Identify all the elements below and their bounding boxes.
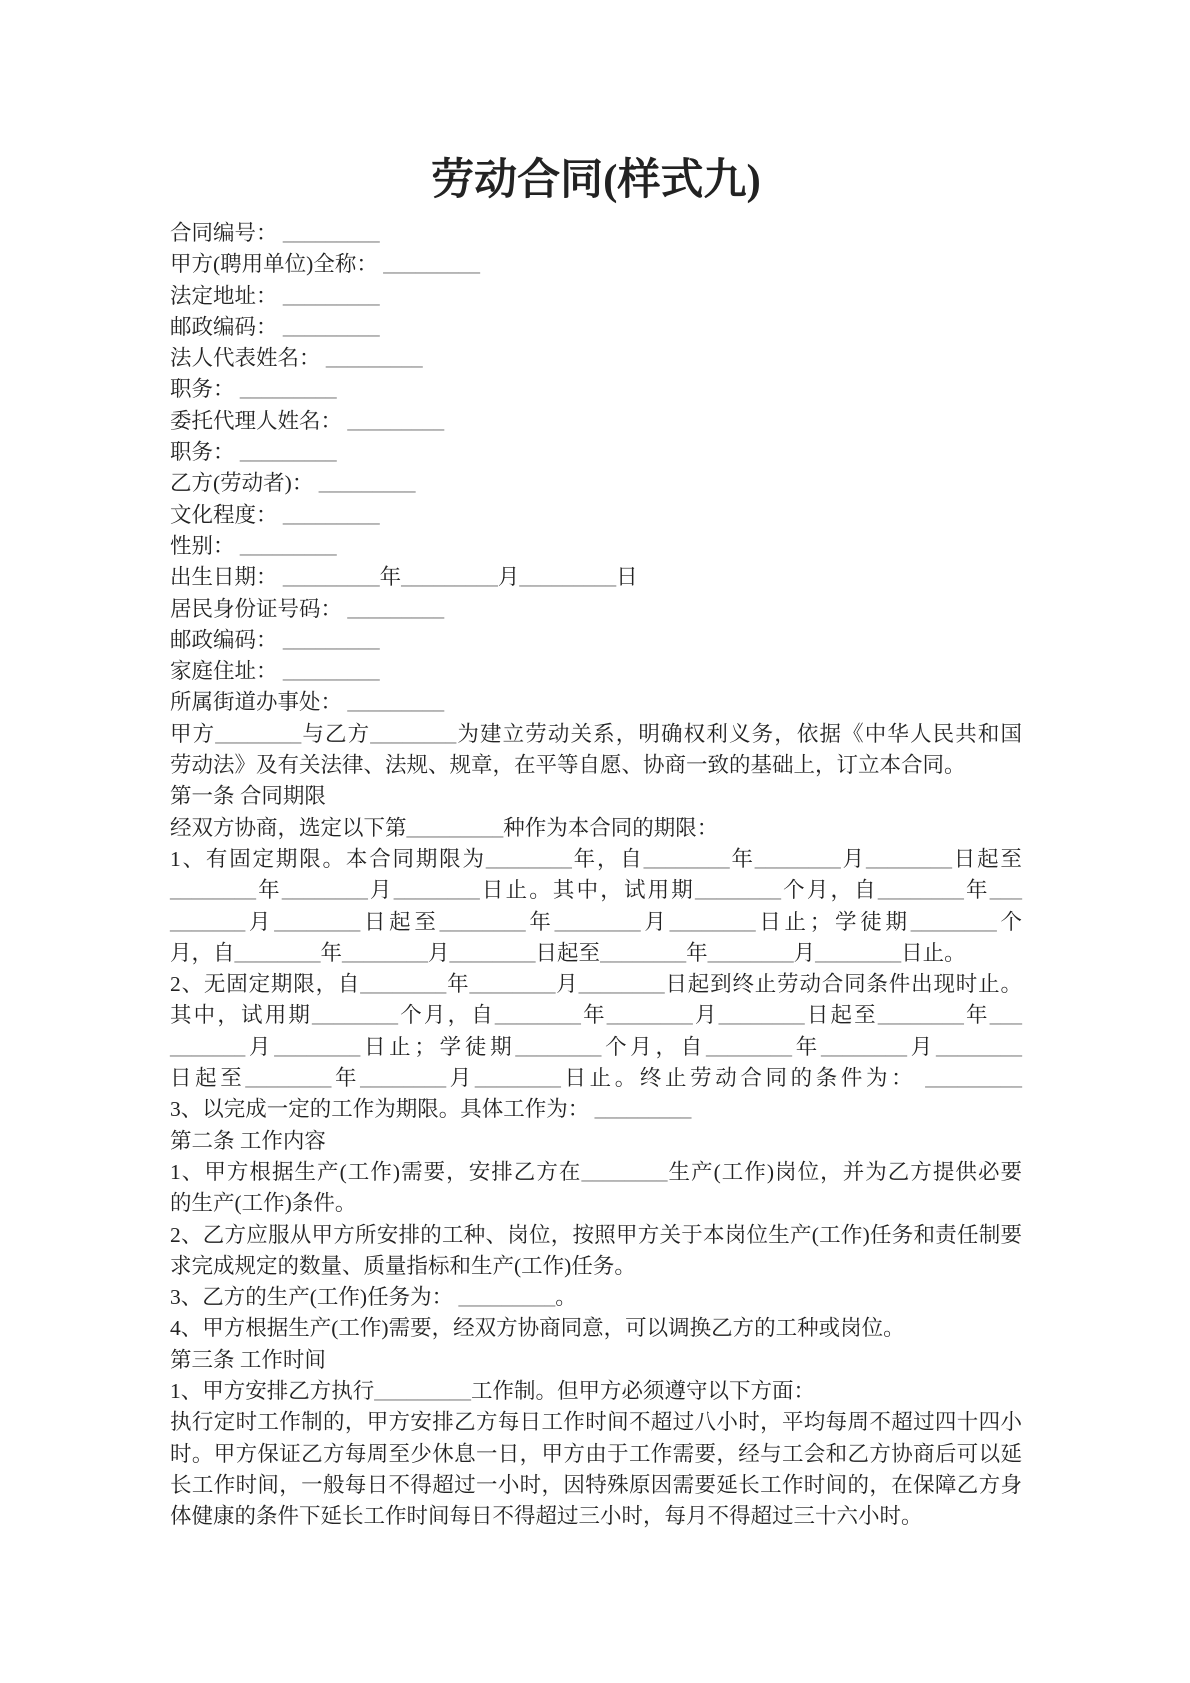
- document-line: 家庭住址： _________: [170, 659, 380, 684]
- blank-field: _________: [282, 565, 380, 590]
- blank-field: ________: [935, 1034, 1022, 1059]
- document-line: 月，自________年________月________日起至________年________月________日止。: [170, 940, 966, 965]
- document-title: 劳动合同(样式九): [431, 157, 761, 204]
- document-line: 时。甲方保证乙方每周至少休息一日，甲方由于工作需要，经与工会和乙方协商后可以延: [170, 1441, 1022, 1466]
- blank-field: ________: [274, 909, 361, 934]
- document-line: 邮政编码： _________: [170, 314, 380, 339]
- blank-field: _________: [282, 659, 380, 684]
- blank-field: ________: [393, 878, 480, 903]
- document-line: 1、有固定期限。本合同期限为________年，自________年________月________日起至: [170, 846, 1022, 871]
- blank-field: _________: [374, 1378, 472, 1403]
- blank-field: ________: [694, 878, 781, 903]
- blank-field: ________: [370, 721, 457, 746]
- document-line: 乙方(劳动者)： _________: [170, 471, 416, 496]
- document-line: ________年________月________日止。其中，试用期________个月，自________年___: [170, 878, 1022, 903]
- blank-field: _________: [347, 690, 445, 715]
- document-line: 甲方(聘用单位)全称： _________: [170, 252, 480, 277]
- blank-field: _________: [406, 815, 504, 840]
- document-line: 第二条 工作内容: [170, 1128, 326, 1153]
- blank-field: _________: [239, 533, 337, 558]
- blank-field: _________: [282, 283, 380, 308]
- blank-field: ________: [474, 1066, 561, 1091]
- blank-field: _________: [347, 408, 445, 433]
- blank-field: ________: [360, 972, 447, 997]
- blank-field: ________: [469, 972, 556, 997]
- document-line: 甲方________与乙方________为建立劳动关系，明确权利义务，依据《中华人民共和国: [170, 721, 1022, 746]
- blank-field: ________: [706, 1034, 793, 1059]
- document-line: 长工作时间，一般每日不得超过一小时，因特殊原因需要延长工作时间的，在保障乙方身: [170, 1472, 1022, 1497]
- document-line: 2、无固定期限，自________年________月________日起到终止劳动合同条件出现时止。: [170, 972, 1022, 997]
- blank-field: ________: [515, 1034, 602, 1059]
- document-line: _______月________日止；学徒期________个月，自________年________月________: [170, 1034, 1022, 1059]
- blank-field: _________: [282, 221, 380, 245]
- blank-field: _________: [325, 346, 423, 371]
- blank-field: ________: [234, 940, 321, 965]
- document-line: 4、甲方根据生产(工作)需要，经双方协商同意，可以调换乙方的工种或岗位。: [170, 1316, 905, 1341]
- document-line: 邮政编码： _________: [170, 627, 380, 652]
- blank-field: _________: [383, 252, 480, 277]
- blank-field: ________: [877, 878, 964, 903]
- blank-field: _________: [239, 377, 337, 402]
- blank-field: ________: [170, 878, 256, 903]
- document-line: 的生产(工作)条件。: [170, 1191, 357, 1216]
- blank-field: ________: [439, 909, 526, 934]
- blank-field: ________: [342, 940, 429, 965]
- blank-field: ________: [718, 1003, 805, 1028]
- blank-field: ___: [989, 1003, 1022, 1028]
- blank-field: _________: [282, 502, 380, 527]
- blank-field: ________: [494, 1003, 581, 1028]
- blank-field: _________: [239, 440, 337, 465]
- blank-field: _________: [925, 1066, 1022, 1091]
- document-line: 其中，试用期________个月，自________年________月________日起至________年___: [170, 1003, 1022, 1028]
- document-line: 体健康的条件下延长工作时间每日不得超过三小时，每月不得超过三十六小时。: [170, 1504, 923, 1529]
- blank-field: ________: [815, 940, 902, 965]
- blank-field: ________: [245, 1066, 332, 1091]
- blank-field: _________: [458, 1285, 556, 1310]
- document-line: 1、甲方根据生产(工作)需要，安排乙方在________生产(工作)岗位，并为乙方提供必要: [170, 1159, 1022, 1184]
- document-line: 第一条 合同期限: [170, 784, 326, 809]
- document-body: [170, 218, 1022, 1532]
- blank-field: ________: [312, 1003, 399, 1028]
- blank-field: ________: [865, 846, 952, 871]
- document-line: 2、乙方应服从甲方所安排的工种、岗位，按照甲方关于本岗位生产(工作)任务和责任制要: [170, 1222, 1022, 1247]
- document-line: 经双方协商，选定以下第_________种作为本合同的期限：: [170, 815, 719, 840]
- blank-field: ________: [554, 909, 641, 934]
- document-line: 法定地址： _________: [170, 283, 380, 308]
- blank-field: ________: [669, 909, 756, 934]
- blank-field: ________: [274, 1034, 361, 1059]
- document-line: 3、以完成一定的工作为期限。具体工作为： _________: [170, 1097, 692, 1122]
- document-line: 法人代表姓名： _________: [170, 346, 423, 371]
- document-line: 所属街道办事处： _________: [170, 690, 445, 715]
- document-line: 文化程度： _________: [170, 502, 380, 527]
- blank-field: _________: [519, 565, 617, 590]
- blank-field: _________: [594, 1097, 692, 1122]
- blank-field: ________: [449, 940, 536, 965]
- blank-field: _________: [318, 471, 416, 496]
- blank-field: ________: [360, 1066, 447, 1091]
- document-line: 职务： _________: [170, 377, 337, 402]
- blank-field: ________: [578, 972, 665, 997]
- document-line: 合同编号： _________: [170, 221, 380, 245]
- blank-field: _________: [347, 596, 445, 621]
- contract-document: [170, 152, 1022, 1532]
- blank-field: ________: [600, 940, 687, 965]
- blank-field: _________: [282, 627, 380, 652]
- blank-field: _______: [170, 909, 246, 934]
- blank-field: ________: [643, 846, 730, 871]
- document-line: 劳动法》及有关法律、法规、规章，在平等自愿、协商一致的基础上，订立本合同。: [170, 753, 966, 778]
- document-line: 第三条 工作时间: [170, 1347, 326, 1372]
- blank-field: _______: [170, 1034, 246, 1059]
- document-line: 职务： _________: [170, 440, 337, 465]
- document-line: _______月________日起至________年________月________日止；学徒期________个: [170, 909, 1022, 934]
- blank-field: ________: [606, 1003, 693, 1028]
- blank-field: ________: [877, 1003, 964, 1028]
- document-line: 居民身份证号码： _________: [170, 596, 445, 621]
- blank-field: ________: [281, 878, 368, 903]
- blank-field: ________: [707, 940, 794, 965]
- blank-field: ________: [581, 1159, 668, 1184]
- document-line: 出生日期： _________年_________月_________日: [170, 565, 638, 590]
- blank-field: ________: [215, 721, 302, 746]
- blank-field: ________: [910, 909, 997, 934]
- blank-field: _________: [401, 565, 498, 590]
- document-line: 3、乙方的生产(工作)任务为： _________。: [170, 1285, 577, 1310]
- blank-field: ________: [485, 846, 572, 871]
- document-line: 执行定时工作制的，甲方安排乙方每日工作时间不超过八小时，平均每周不超过四十四小: [170, 1410, 1022, 1435]
- document-line: 1、甲方安排乙方执行_________工作制。但甲方必须遵守以下方面：: [170, 1378, 816, 1403]
- document-line: 日起至________年________月________日止。终止劳动合同的条件为： _________: [170, 1066, 1022, 1091]
- document-line: 求完成规定的数量、质量指标和生产(工作)任务。: [170, 1253, 636, 1278]
- blank-field: ________: [754, 846, 841, 871]
- document-line: 委托代理人姓名： _________: [170, 408, 445, 433]
- blank-field: ________: [820, 1034, 907, 1059]
- blank-field: _________: [282, 314, 380, 339]
- blank-field: ___: [989, 878, 1022, 903]
- document-line: 性别： _________: [170, 533, 337, 558]
